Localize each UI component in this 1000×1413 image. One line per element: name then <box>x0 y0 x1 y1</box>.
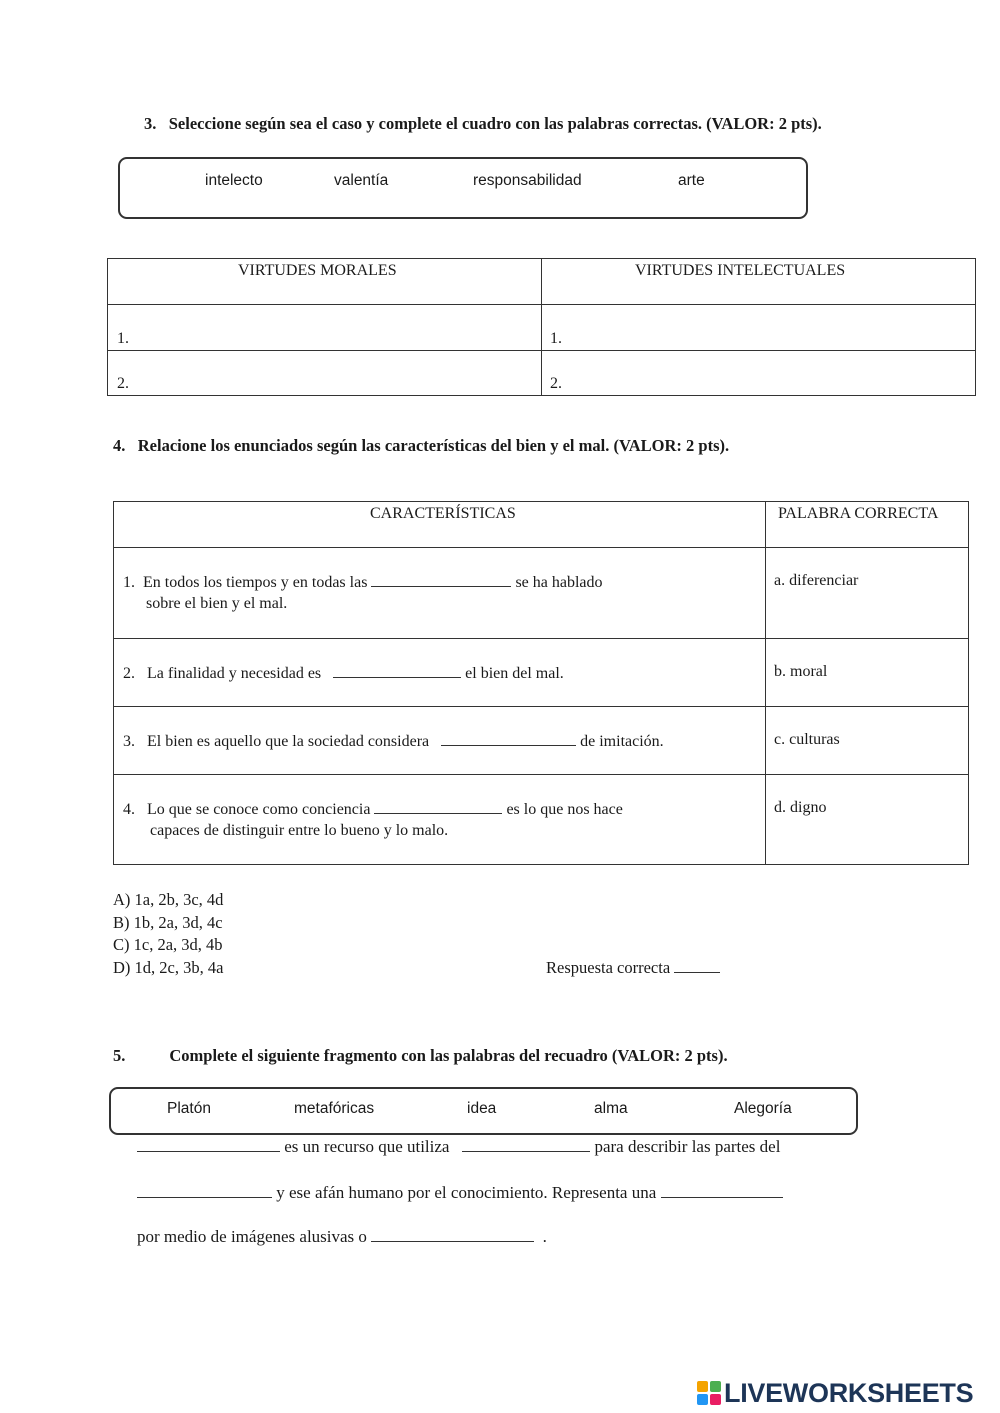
word-alma[interactable]: alma <box>594 1100 628 1117</box>
table-row: 4. Lo que se conoce como conciencia es lo que nos hace capaces de distinguir entre lo bueno y lo malo. d. digno <box>114 775 969 865</box>
header-virtudes-intelectuales: VIRTUDES INTELECTUALES <box>542 259 976 305</box>
liveworksheets-logo-icon <box>697 1381 721 1405</box>
statement-4: 4. Lo que se conoce como conciencia es lo que nos hace <box>123 801 623 818</box>
fragment-blank-1[interactable] <box>137 1137 280 1152</box>
word-metaforicas[interactable]: metafóricas <box>294 1100 375 1117</box>
header-palabra-correcta: PALABRA CORRECTA <box>766 502 969 548</box>
answer-b: b. moral <box>774 663 828 680</box>
blank-3[interactable] <box>441 731 576 746</box>
q3-title: 3. Seleccione según sea el caso y complete el cuadro con las palabras correctas. (VALOR: 2 pts). <box>144 114 822 133</box>
fragment-line-2: y ese afán humano por el conocimiento. Representa una <box>137 1183 783 1203</box>
liveworksheets-logo: LIVEWORKSHEETS <box>697 1378 973 1408</box>
word-platon[interactable]: Platón <box>167 1100 211 1117</box>
morales-slot-2[interactable]: 2. <box>108 351 542 396</box>
statement-3: 3. El bien es aquello que la sociedad considera de imitación. <box>123 733 664 750</box>
q5-word-box <box>109 1087 858 1135</box>
q5-title: 5. Complete el siguiente fragmento con las palabras del recuadro (VALOR: 2 pts). <box>113 1046 728 1065</box>
option-d[interactable]: D) 1d, 2c, 3b, 4a <box>113 958 224 977</box>
option-b[interactable]: B) 1b, 2a, 3d, 4c <box>113 913 223 932</box>
header-virtudes-morales: VIRTUDES MORALES <box>108 259 542 305</box>
fragment-blank-2[interactable] <box>462 1137 590 1152</box>
word-arte[interactable]: arte <box>678 172 705 189</box>
word-valentia[interactable]: valentía <box>334 172 389 189</box>
fragment-blank-5[interactable] <box>371 1227 534 1242</box>
table-row <box>114 707 969 775</box>
option-a[interactable]: A) 1a, 2b, 3c, 4d <box>113 890 224 909</box>
answer-d: d. digno <box>774 799 827 816</box>
fragment-line-3: por medio de imágenes alusivas o . <box>137 1227 547 1246</box>
answer-blank[interactable] <box>674 958 720 973</box>
q4-title: 4. Relacione los enunciados según las características del bien y el mal. (VALOR: 2 pts). <box>113 436 730 455</box>
blank-2[interactable] <box>333 663 461 678</box>
intelectuales-slot-2[interactable]: 2. <box>542 351 976 396</box>
intelectuales-slot-1[interactable]: 1. <box>542 305 976 351</box>
word-idea[interactable]: idea <box>467 1100 497 1117</box>
statement-2: 2. La finalidad y necesidad es el bien del mal. <box>123 665 564 682</box>
blank-1[interactable] <box>371 572 511 587</box>
fragment-line-1: es un recurso que utiliza para describir las partes del <box>137 1137 780 1157</box>
answer-a: a. diferenciar <box>774 572 859 589</box>
statement-1: 1. En todos los tiempos y en todas las se ha hablado <box>123 574 603 591</box>
word-intelecto[interactable]: intelecto <box>205 172 263 189</box>
q4-characteristics-table <box>113 501 969 865</box>
fragment-blank-3[interactable] <box>137 1183 272 1198</box>
q3-word-box <box>118 157 808 219</box>
blank-4[interactable] <box>374 799 502 814</box>
answer-line: Respuesta correcta <box>546 958 720 978</box>
answer-c: c. culturas <box>774 731 840 748</box>
q3-virtues-table <box>107 258 976 396</box>
header-caracteristicas: CARACTERÍSTICAS <box>114 502 766 548</box>
option-c[interactable]: C) 1c, 2a, 3d, 4b <box>113 935 223 954</box>
word-alegoria[interactable]: Alegoría <box>734 1100 792 1117</box>
table-row: 1. En todos los tiempos y en todas las se ha hablado sobre el bien y el mal. a. diferenciar <box>114 548 969 639</box>
table-row <box>114 639 969 707</box>
word-responsabilidad[interactable]: responsabilidad <box>473 172 582 189</box>
morales-slot-1[interactable]: 1. <box>108 305 542 351</box>
fragment-blank-4[interactable] <box>661 1183 783 1198</box>
